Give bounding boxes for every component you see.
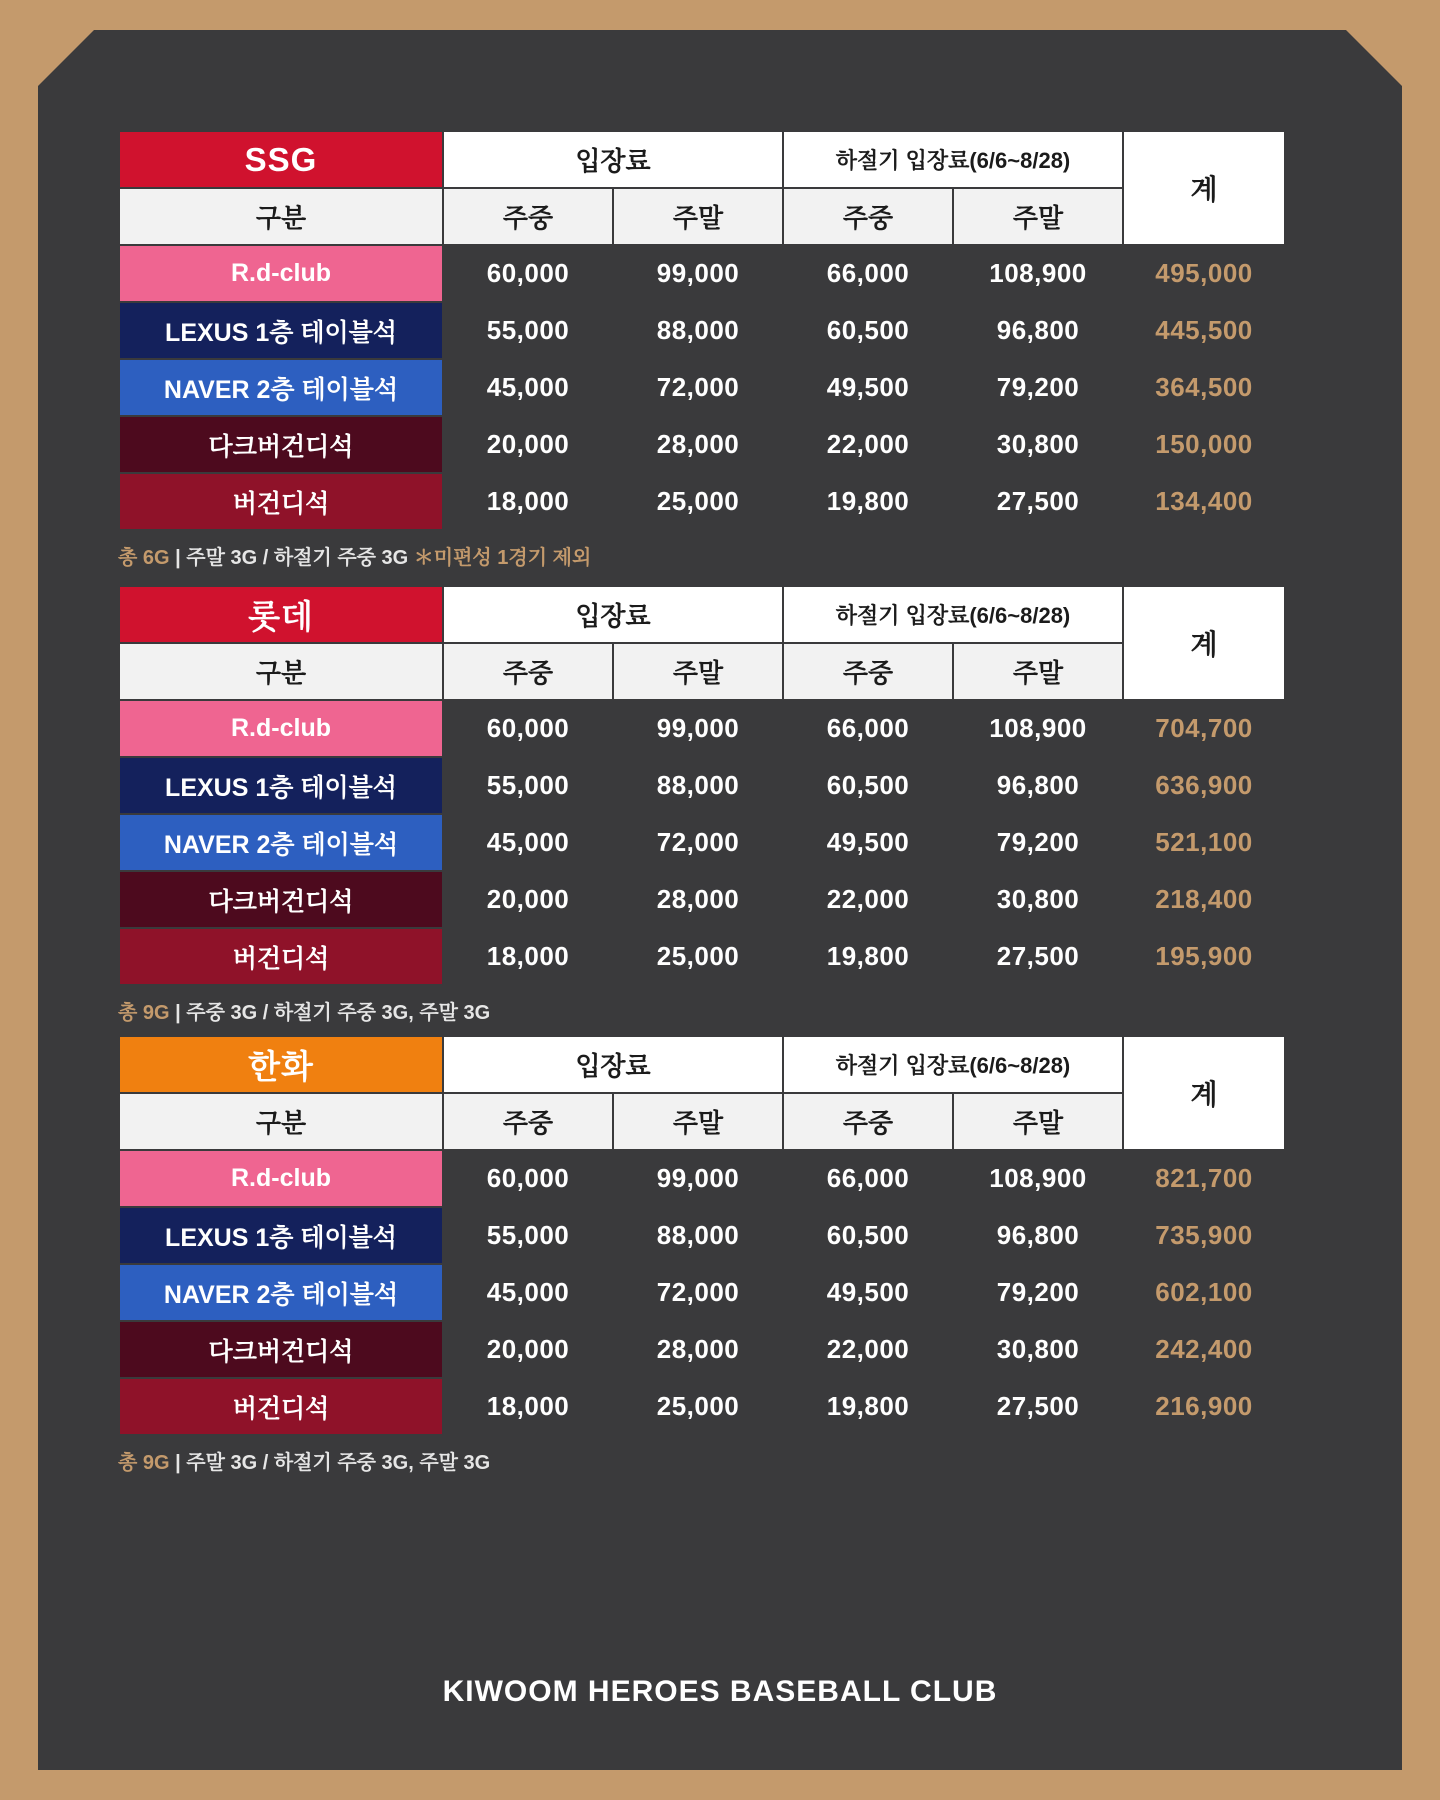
corner-decoration-top-left [38, 30, 94, 86]
table-header-row [119, 1036, 1285, 1093]
table-row [119, 1150, 1285, 1207]
price-sum-cell: 521,100 [1123, 814, 1285, 871]
note-detail: 주말 3G / 하절기 주중 3G, 주말 3G [186, 1452, 491, 1474]
table-header-row [119, 586, 1285, 643]
price-summer-weekend-cell: 108,900 [953, 1150, 1123, 1207]
price-summer-weekday-cell: 60,500 [783, 302, 953, 359]
price-sum-cell: 495,000 [1123, 245, 1285, 302]
price-weekend-cell: 99,000 [613, 700, 783, 757]
table-row [119, 814, 1285, 871]
price-table [118, 1035, 1286, 1436]
price-weekend-cell: 88,000 [613, 757, 783, 814]
price-weekday-cell: 55,000 [443, 302, 613, 359]
seat-type-cell: LEXUS 1층 테이블석 [119, 302, 443, 359]
seat-type-cell: R.d-club [119, 700, 443, 757]
table-row [119, 1207, 1285, 1264]
price-weekday-cell: 45,000 [443, 359, 613, 416]
summer-admission-header: 하절기 입장료(6/6~8/28) [783, 131, 1123, 188]
summer-admission-header: 하절기 입장료(6/6~8/28) [783, 586, 1123, 643]
note-detail: 주말 3G / 하절기 주중 3G [186, 547, 409, 569]
price-summer-weekend-cell: 108,900 [953, 245, 1123, 302]
seat-type-cell: NAVER 2층 테이블석 [119, 359, 443, 416]
price-summer-weekend-cell: 27,500 [953, 928, 1123, 985]
table-note [118, 1446, 1286, 1475]
note-footnote: ＊미편성 1경기 제외 [408, 547, 592, 569]
division-header: 구분 [119, 1093, 443, 1150]
price-weekday-cell: 20,000 [443, 871, 613, 928]
price-weekend-cell: 28,000 [613, 1321, 783, 1378]
seat-type-cell: 다크버건디석 [119, 1321, 443, 1378]
price-sum-cell: 445,500 [1123, 302, 1285, 359]
price-summer-weekday-cell: 60,500 [783, 757, 953, 814]
price-weekend-cell: 28,000 [613, 871, 783, 928]
weekday-header: 주중 [443, 643, 613, 700]
price-sum-cell: 218,400 [1123, 871, 1285, 928]
price-weekend-cell: 88,000 [613, 1207, 783, 1264]
seat-type-cell: LEXUS 1층 테이블석 [119, 1207, 443, 1264]
seat-type-cell: 버건디석 [119, 928, 443, 985]
price-weekday-cell: 60,000 [443, 700, 613, 757]
price-weekend-cell: 25,000 [613, 928, 783, 985]
table-row [119, 700, 1285, 757]
summer-weekend-header: 주말 [953, 643, 1123, 700]
price-weekday-cell: 20,000 [443, 1321, 613, 1378]
price-weekend-cell: 72,000 [613, 814, 783, 871]
price-weekend-cell: 72,000 [613, 1264, 783, 1321]
sum-header: 계 [1123, 586, 1285, 700]
price-sum-cell: 364,500 [1123, 359, 1285, 416]
seat-type-cell: NAVER 2층 테이블석 [119, 814, 443, 871]
note-detail: 주중 3G / 하절기 주중 3G, 주말 3G [186, 1002, 491, 1024]
price-sum-cell: 195,900 [1123, 928, 1285, 985]
corner-decoration-top-right [1346, 30, 1402, 86]
note-total-games: 총 6G [118, 547, 170, 569]
table-note [118, 996, 1286, 1025]
seat-type-cell: 버건디석 [119, 473, 443, 530]
price-summer-weekend-cell: 79,200 [953, 359, 1123, 416]
price-summer-weekday-cell: 22,000 [783, 1321, 953, 1378]
seat-type-cell: R.d-club [119, 1150, 443, 1207]
price-summer-weekday-cell: 22,000 [783, 416, 953, 473]
price-weekend-cell: 88,000 [613, 302, 783, 359]
price-sum-cell: 242,400 [1123, 1321, 1285, 1378]
summer-weekday-header: 주중 [783, 1093, 953, 1150]
footer-brand: KIWOOM HEROES BASEBALL CLUB [442, 1675, 998, 1708]
sum-header: 계 [1123, 131, 1285, 245]
price-sum-cell: 602,100 [1123, 1264, 1285, 1321]
price-sum-cell: 150,000 [1123, 416, 1285, 473]
table-subheader-row [119, 1093, 1285, 1150]
price-summer-weekday-cell: 66,000 [783, 1150, 953, 1207]
price-table-block [118, 585, 1286, 1025]
team-name-header: 롯데 [119, 586, 443, 643]
price-weekend-cell: 72,000 [613, 359, 783, 416]
price-weekday-cell: 18,000 [443, 473, 613, 530]
price-summer-weekend-cell: 27,500 [953, 1378, 1123, 1435]
table-row [119, 871, 1285, 928]
table-header-row [119, 131, 1285, 188]
team-name-header: 한화 [119, 1036, 443, 1093]
price-summer-weekend-cell: 96,800 [953, 1207, 1123, 1264]
price-weekday-cell: 45,000 [443, 1264, 613, 1321]
note-total-games: 총 9G [118, 1002, 170, 1024]
price-weekday-cell: 60,000 [443, 1150, 613, 1207]
price-sum-cell: 134,400 [1123, 473, 1285, 530]
price-summer-weekday-cell: 66,000 [783, 700, 953, 757]
price-summer-weekend-cell: 108,900 [953, 700, 1123, 757]
table-row [119, 473, 1285, 530]
price-weekday-cell: 18,000 [443, 928, 613, 985]
price-weekday-cell: 18,000 [443, 1378, 613, 1435]
summer-admission-header: 하절기 입장료(6/6~8/28) [783, 1036, 1123, 1093]
price-summer-weekend-cell: 79,200 [953, 1264, 1123, 1321]
price-sum-cell: 821,700 [1123, 1150, 1285, 1207]
price-weekend-cell: 28,000 [613, 416, 783, 473]
admission-header: 입장료 [443, 1036, 783, 1093]
table-subheader-row [119, 643, 1285, 700]
price-summer-weekday-cell: 22,000 [783, 871, 953, 928]
admission-header: 입장료 [443, 131, 783, 188]
summer-weekday-header: 주중 [783, 643, 953, 700]
weekend-header: 주말 [613, 1093, 783, 1150]
note-total-games: 총 9G [118, 1452, 170, 1474]
table-row [119, 1321, 1285, 1378]
price-weekday-cell: 55,000 [443, 757, 613, 814]
price-table-block [118, 1035, 1286, 1475]
table-row [119, 1264, 1285, 1321]
price-summer-weekday-cell: 19,800 [783, 928, 953, 985]
admission-header: 입장료 [443, 586, 783, 643]
price-table [118, 130, 1286, 531]
division-header: 구분 [119, 188, 443, 245]
price-weekend-cell: 25,000 [613, 473, 783, 530]
sum-header: 계 [1123, 1036, 1285, 1150]
table-row [119, 757, 1285, 814]
price-summer-weekday-cell: 19,800 [783, 473, 953, 530]
seat-type-cell: 버건디석 [119, 1378, 443, 1435]
table-row [119, 245, 1285, 302]
table-subheader-row [119, 188, 1285, 245]
price-sum-cell: 216,900 [1123, 1378, 1285, 1435]
table-row [119, 302, 1285, 359]
price-table-block [118, 130, 1286, 570]
price-weekend-cell: 25,000 [613, 1378, 783, 1435]
price-summer-weekday-cell: 49,500 [783, 814, 953, 871]
price-weekday-cell: 60,000 [443, 245, 613, 302]
price-weekend-cell: 99,000 [613, 245, 783, 302]
note-separator: | [169, 547, 187, 569]
price-summer-weekday-cell: 49,500 [783, 1264, 953, 1321]
seat-type-cell: LEXUS 1층 테이블석 [119, 757, 443, 814]
price-summer-weekend-cell: 79,200 [953, 814, 1123, 871]
price-table [118, 585, 1286, 986]
price-summer-weekday-cell: 49,500 [783, 359, 953, 416]
price-summer-weekend-cell: 27,500 [953, 473, 1123, 530]
team-name-header: SSG [119, 131, 443, 188]
division-header: 구분 [119, 643, 443, 700]
table-row [119, 928, 1285, 985]
price-summer-weekday-cell: 19,800 [783, 1378, 953, 1435]
table-row [119, 359, 1285, 416]
summer-weekend-header: 주말 [953, 188, 1123, 245]
price-summer-weekday-cell: 60,500 [783, 1207, 953, 1264]
table-row [119, 416, 1285, 473]
summer-weekend-header: 주말 [953, 1093, 1123, 1150]
table-note [118, 541, 1286, 570]
seat-type-cell: 다크버건디석 [119, 871, 443, 928]
seat-type-cell: R.d-club [119, 245, 443, 302]
price-summer-weekend-cell: 30,800 [953, 416, 1123, 473]
note-separator: | [169, 1452, 187, 1474]
price-weekday-cell: 45,000 [443, 814, 613, 871]
price-summer-weekend-cell: 96,800 [953, 757, 1123, 814]
price-summer-weekday-cell: 66,000 [783, 245, 953, 302]
note-separator: | [169, 1002, 187, 1024]
price-sum-cell: 735,900 [1123, 1207, 1285, 1264]
weekend-header: 주말 [613, 188, 783, 245]
weekday-header: 주중 [443, 188, 613, 245]
seat-type-cell: 다크버건디석 [119, 416, 443, 473]
seat-type-cell: NAVER 2층 테이블석 [119, 1264, 443, 1321]
weekend-header: 주말 [613, 643, 783, 700]
summer-weekday-header: 주중 [783, 188, 953, 245]
price-summer-weekend-cell: 96,800 [953, 302, 1123, 359]
price-sum-cell: 636,900 [1123, 757, 1285, 814]
price-weekend-cell: 99,000 [613, 1150, 783, 1207]
price-summer-weekend-cell: 30,800 [953, 1321, 1123, 1378]
table-row [119, 1378, 1285, 1435]
price-weekday-cell: 55,000 [443, 1207, 613, 1264]
weekday-header: 주중 [443, 1093, 613, 1150]
price-summer-weekend-cell: 30,800 [953, 871, 1123, 928]
price-weekday-cell: 20,000 [443, 416, 613, 473]
price-sum-cell: 704,700 [1123, 700, 1285, 757]
